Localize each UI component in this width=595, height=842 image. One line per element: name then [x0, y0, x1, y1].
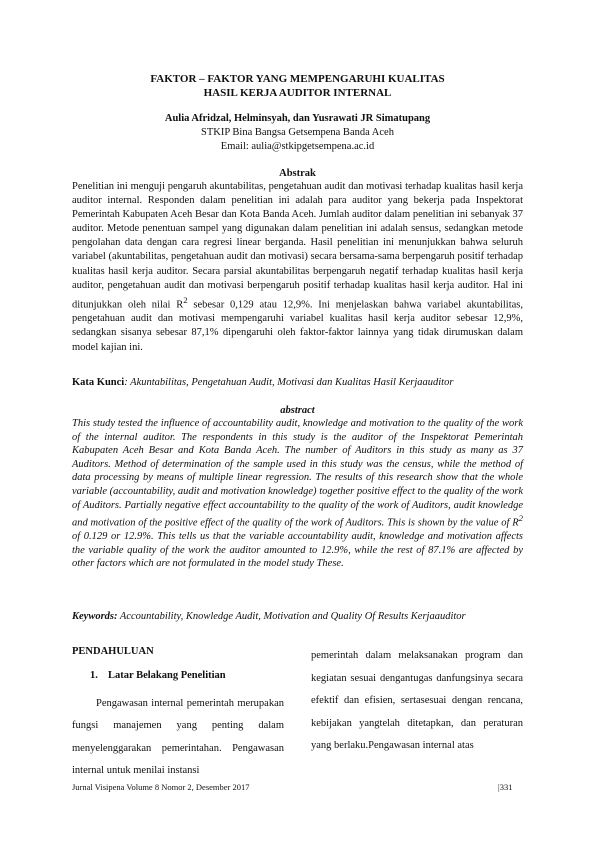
subsection-number: 1.: [90, 670, 98, 681]
footer-page-number: |331: [498, 782, 513, 792]
subsection-heading: [90, 669, 284, 683]
kata-kunci: [72, 376, 523, 390]
keywords-label: Keywords:: [72, 611, 118, 622]
abstrak-text-part-1: Penelitian ini menguji pengaruh akuntabilitas, pengetahuan audit dan motivasi terhadap kualitas hasil kerja auditor internal. Responden dalam penelitian ini adalah para auditor yang bekerja pada Inspektorat Pemerintah Kabupaten Aceh Besar dan Kota Banda Aceh. Jumlah auditor dalam penelitian ini sebanyak 37 auditor. Metode penentuan sampel yang digunakan dalam penelitian ini adalah sensus, sedangkan metode pengolahan data dengan cara regresi linear berganda. Hasil penelitian ini menunjukkan bahwa seluruh variabel (akuntabilitas, pengetahuan audit dan motivasi) secara bersama-sama berpengaruh positif terhadap kualitas hasil kerja auditor. Secara parsial akuntabilitas berpengaruh negatif terhadap kualitas hasil kerja auditor, pengetahuan audit dan motivasi berpengaruh positif terhadap kualitas hasil kerja auditor. Hal ini ditunjukkan oleh nilai R: [72, 181, 523, 311]
section-heading: PENDAHULUAN: [72, 646, 154, 657]
paper-title: [72, 72, 523, 100]
abstrak-heading: Abstrak: [279, 168, 316, 179]
keywords-list: Accountability, Knowledge Audit, Motivation and Quality Of Results Kerjaauditor: [117, 611, 466, 622]
body-paragraph-right: pemerintah dalam melaksanakan program dan kegiatan sesuai dengantugas danfungsinya secara efektif dan efisien, sertasesuai dengan rencana, kebijakan yangtelah ditetapkan, dan peraturan yang berlaku.Pengawasan internal atas: [311, 650, 523, 752]
footer-journal: Jurnal Visipena Volume 8 Nomor 2, Desember 2017: [72, 782, 250, 792]
kata-kunci-label: Kata Kunci: [72, 377, 125, 388]
r-squared-superscript-en: 2: [518, 513, 523, 524]
abstract-text: [72, 417, 523, 571]
right-column: [311, 645, 523, 758]
title-line-1: FAKTOR – FAKTOR YANG MEMPENGARUHI KUALITAS: [150, 73, 445, 85]
kata-kunci-list: : Akuntabilitas, Pengetahuan Audit, Motivasi dan Kualitas Hasil Kerjaauditor: [124, 377, 454, 388]
left-column: [72, 645, 284, 782]
abstrak-text: [72, 180, 523, 355]
abstract-heading: abstract: [280, 405, 315, 416]
keywords: [72, 610, 523, 624]
author-email: Email: aulia@stkipgetsempena.ac.id: [220, 141, 375, 152]
affiliation: STKIP Bina Bangsa Getsempena Banda Aceh: [201, 127, 394, 138]
body-paragraph-left: Pengawasan internal pemerintah merupakan fungsi manajemen yang penting dalam menyelenggarakan pemerintahan. Pengawasan internal untuk menilai instansi: [72, 698, 284, 776]
abstract-text-part-2: of 0.129 or 12.9%. This tells us that the variable accountability audit, knowledge and motivation affects the variable quality of the work the auditor amounted to 12.9%, while the rest of 87.1% are affected by other factors which are not formulated in the model study These.: [72, 531, 523, 570]
title-line-2: HASIL KERJA AUDITOR INTERNAL: [203, 87, 392, 99]
abstract-text-part-1: This study tested the influence of accountability audit, knowledge and motivation to the quality of the work of the internal auditor. The respondents in this study is the auditor of the Inspektorat Pemerintah Kabupaten Aceh Besar and Kota Banda Aceh. The number of Auditors in this study as many as 37 Auditors. Method of determination of the sample used in this study was the census, while the method of data processing by means of multiple linear regression. The results of this research show that the whole variable (accountability, audit and motivation knowledge) together positive effect to the quality of the work of Auditors. Partially negative effect accountability to the quality of the work of Auditors, audit knowledge and motivation of the positive effect of the quality of the work of Auditors. This is shown by the value of R: [72, 418, 523, 529]
abstrak-text-part-2: sebesar 0,129 atau 12,9%. Ini menjelaskan bahwa variabel akuntabilitas, pengetahuan audit dan motivasi mempengaruhi variabel kualitas hasil kerja auditor sebesar 12,9%, sedangkan sisanya sebesar 87,1% dipengaruhi oleh faktor-faktor lainnya yang tidak dirumuskan dalam model kajian ini.: [72, 299, 523, 353]
author-list: Aulia Afridzal, Helminsyah, dan Yusrawati JR Simatupang: [164, 113, 431, 124]
subsection-title: Latar Belakang Penelitian: [108, 670, 226, 681]
r-squared-superscript: 2: [183, 294, 188, 305]
